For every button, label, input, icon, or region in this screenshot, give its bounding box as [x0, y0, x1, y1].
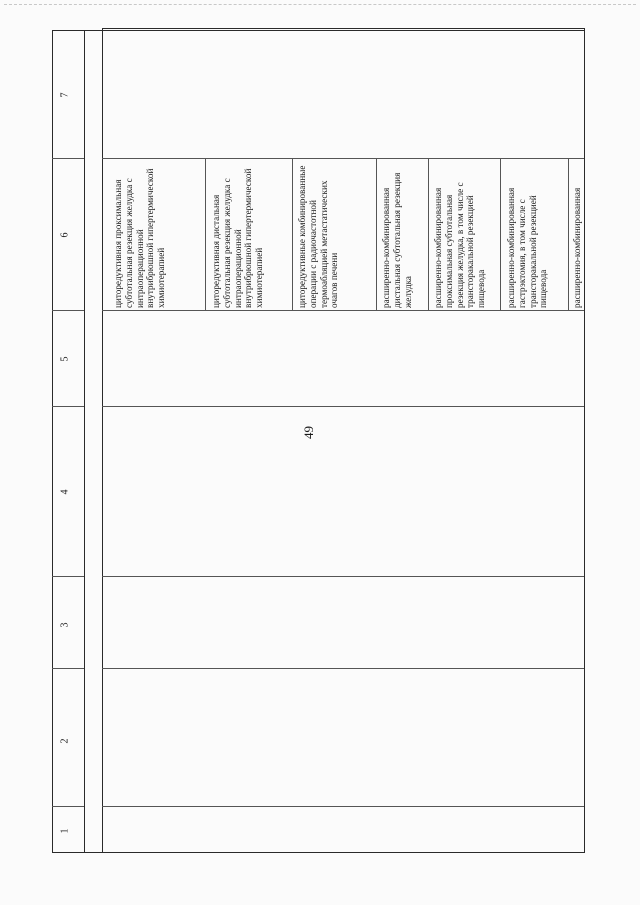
column-number-2: 2 [59, 738, 71, 744]
row-sep-4 [428, 158, 429, 310]
procedure-text: расширенно-комбинированная [572, 187, 582, 308]
row-sep-3 [376, 158, 377, 310]
procedure-text: расширенно-комбинированная проксимальная субтотальная резекция желудка, в том числе с трансторакальной резекцией пищевода [433, 182, 487, 308]
row-sep-1 [205, 158, 206, 310]
body-sep-3-2 [102, 668, 584, 669]
header-sep-5-4 [52, 406, 84, 407]
header-border-right [84, 30, 85, 853]
header-sep-6-5 [52, 310, 84, 311]
body-border-bottom [102, 852, 584, 853]
header-sep-4-3 [52, 576, 84, 577]
column-number-5: 5 [59, 356, 71, 362]
header-sep-7-6 [52, 158, 84, 159]
procedure-text: расширенно-комбинированная дистальная субтотальная резекция желудка [381, 172, 413, 308]
column-number-6: 6 [59, 232, 71, 238]
procedure-text: циторедуктивная проксимальная субтотальная резекция желудка с интраоперационной внутрибрюшной гипертермической химиотерапией [113, 168, 167, 308]
body-border-top [102, 28, 584, 29]
column-number-7: 7 [59, 92, 71, 98]
body-sep-4-3 [102, 576, 584, 577]
header-border-top [52, 30, 584, 31]
body-sep-2-1 [102, 806, 584, 807]
row-sep-6 [568, 158, 569, 310]
page-edge [4, 4, 636, 901]
body-sep-7-6 [102, 158, 584, 159]
column-number-4: 4 [59, 489, 71, 495]
column-number-3: 3 [59, 622, 71, 628]
procedure-text: циторедуктивная дистальная субтотальная резекция желудка с интраоперационной внутрибрюшной гипертермической химиотерапией [211, 168, 265, 308]
row-sep-2 [292, 158, 293, 310]
body-border-left [102, 28, 103, 853]
procedure-text: расширенно-комбинированная гастрэктомия, в том числе с трансторакальной резекцией пищевода [506, 187, 549, 308]
row-sep-5 [500, 158, 501, 310]
body-border-right [584, 28, 585, 853]
body-sep-6-5 [102, 310, 584, 311]
header-sep-3-2 [52, 668, 84, 669]
column-number-1: 1 [59, 828, 71, 834]
page-number: 49 [301, 426, 316, 439]
header-border-left [52, 30, 53, 853]
procedure-text: циторедуктивные комбинированные операции с радиочастотной термоабляцией метастатических очагов печени [297, 165, 340, 308]
body-sep-5-4 [102, 406, 584, 407]
header-sep-2-1 [52, 806, 84, 807]
